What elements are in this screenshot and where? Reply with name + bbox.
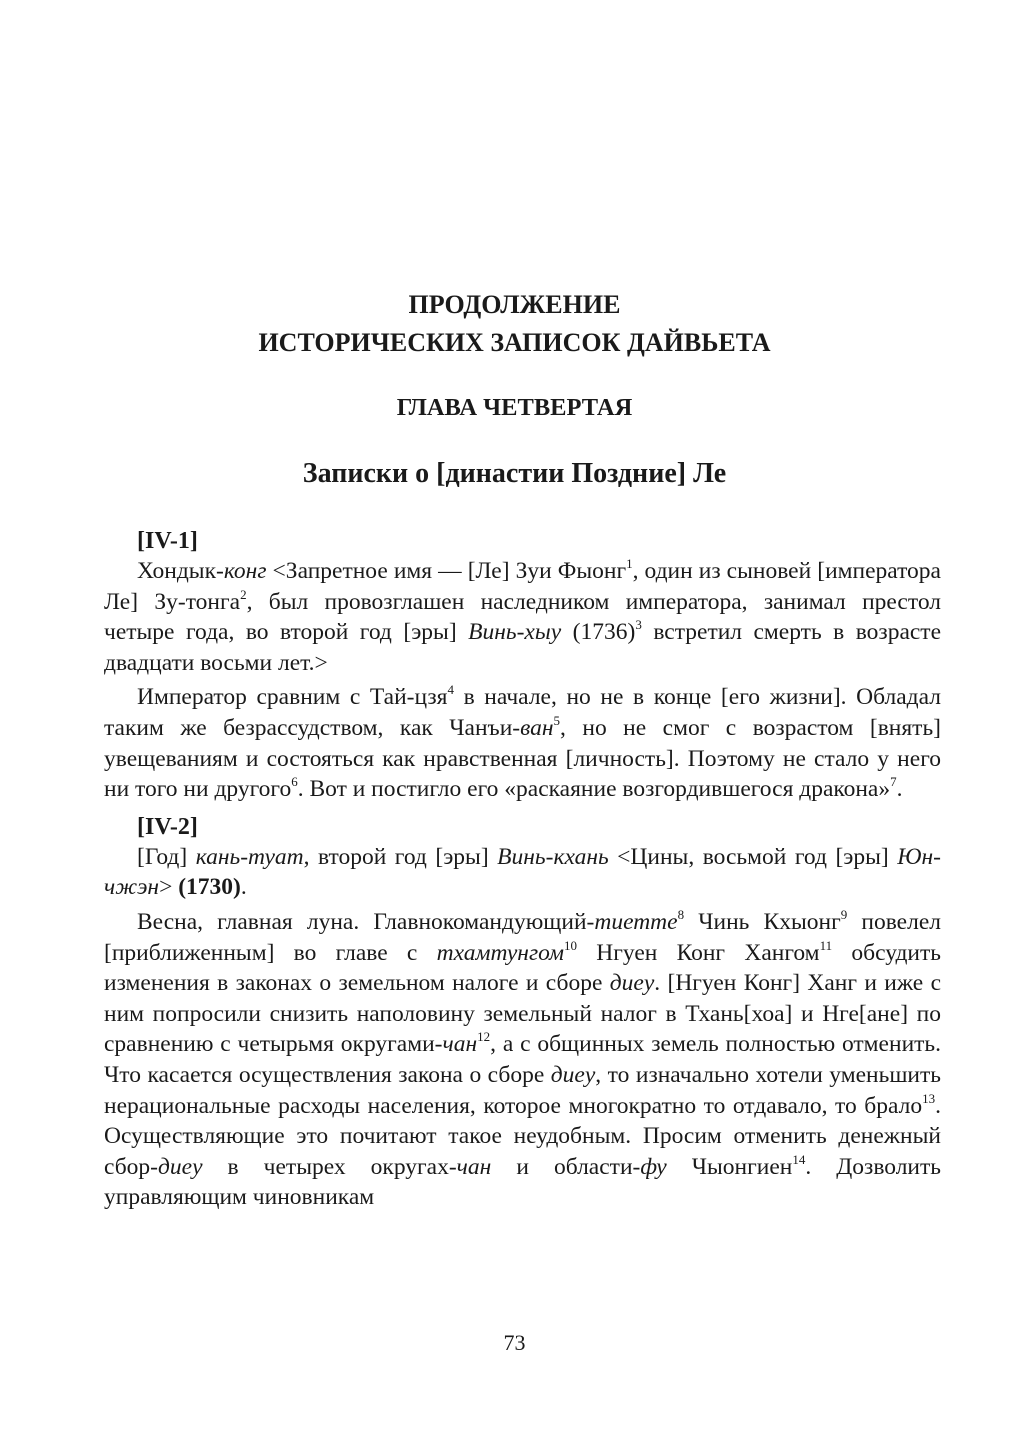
text-run: обсудить изменения в законах о земельном налоге и сборе bbox=[104, 939, 941, 997]
text-run: . bbox=[240, 874, 247, 901]
text-run: . bbox=[896, 776, 903, 803]
footnote-ref: 5 bbox=[553, 712, 561, 728]
text-run: <Запретное имя — [Ле] Зуи Фыонг bbox=[266, 558, 627, 584]
text-run: , был провозглашен наследником императора, занимал престол четыре года, во второй год [эры] bbox=[104, 588, 941, 646]
paragraph bbox=[104, 907, 941, 1213]
entry-label: [IV-1] bbox=[137, 528, 198, 554]
text-run: в начале, но не в конце [его жизни]. Обладал таким же безрассудством, как Чанъи- bbox=[104, 684, 941, 741]
text-run: . Вот и постигло его «раскаяние возгордившегося дракона» bbox=[297, 776, 891, 803]
text-run: повелел [приближенным] во главе с bbox=[104, 908, 941, 966]
paragraph bbox=[104, 556, 941, 678]
text-run: и области- bbox=[491, 1153, 641, 1180]
italic-term: конг bbox=[223, 558, 267, 584]
italic-term: Винь-кхань bbox=[497, 843, 609, 870]
footnote-ref: 9 bbox=[840, 906, 848, 922]
text-run: , второй год [эры] bbox=[303, 843, 498, 870]
text-run: Весна, главная луна. Главнокомандующий- bbox=[137, 908, 595, 935]
footnote-ref: 8 bbox=[677, 906, 685, 922]
text-run: [Год] bbox=[137, 843, 196, 870]
bold-year: (1730) bbox=[178, 874, 241, 901]
footnote-ref: 6 bbox=[291, 774, 298, 790]
page-number: 73 bbox=[503, 1330, 526, 1355]
footnote-ref: 4 bbox=[447, 682, 454, 698]
entry-label: [IV-2] bbox=[137, 813, 198, 840]
italic-term: ван bbox=[520, 714, 554, 741]
footnote-ref: 10 bbox=[563, 937, 577, 953]
entry bbox=[104, 812, 941, 1213]
italic-term: тиетте bbox=[594, 908, 678, 935]
text-run: Хондык- bbox=[137, 558, 224, 584]
text-run: , то изначально хотели уменьшить нерациональные расходы населения, которое многократно то отдавало, то брало bbox=[104, 1061, 942, 1119]
footnote-ref: 14 bbox=[792, 1151, 806, 1167]
paragraph bbox=[104, 682, 941, 804]
paragraph bbox=[104, 842, 941, 903]
text-run: . Осуществляющие это почитают такое неудобным. Просим отменить денежный сбор- bbox=[104, 1092, 941, 1180]
footnote-ref: 13 bbox=[922, 1090, 936, 1106]
text-run: Император сравним с Тай-цзя bbox=[137, 684, 448, 711]
italic-term: фу bbox=[640, 1153, 667, 1180]
text-run: (1736) bbox=[561, 619, 636, 646]
text-run: > bbox=[159, 874, 179, 901]
footnote-ref: 12 bbox=[477, 1029, 491, 1045]
main-title-line-1: ПРОДОЛЖЕНИЕ bbox=[408, 290, 621, 319]
italic-term: диеу bbox=[550, 1061, 596, 1088]
main-title bbox=[0, 286, 1029, 362]
entry bbox=[104, 526, 941, 805]
footnote-ref: 7 bbox=[890, 774, 897, 790]
text-run: Чинь Кхыонг bbox=[684, 908, 841, 935]
chapter-title: ГЛАВА ЧЕТВЕРТАЯ bbox=[396, 394, 633, 421]
italic-term: Винь-хыу bbox=[468, 619, 562, 646]
italic-term: Юн-чжэн bbox=[104, 843, 941, 901]
italic-term: кань-туат bbox=[195, 843, 304, 870]
text-run: . Дозволить управляющим чиновникам bbox=[104, 1153, 941, 1211]
footnote-ref: 11 bbox=[819, 937, 833, 953]
italic-term: диеу bbox=[609, 970, 655, 997]
italic-term: тхамтунгом bbox=[436, 939, 564, 966]
body-text bbox=[104, 526, 941, 1213]
footnote-ref: 3 bbox=[635, 617, 642, 633]
main-title-line-2: ИСТОРИЧЕСКИХ ЗАПИСОК ДАЙВЬЕТА bbox=[258, 328, 771, 357]
text-run: встретил смерть в возрасте двадцати восьми лет.> bbox=[104, 619, 941, 676]
text-run: в четырех округах- bbox=[202, 1153, 457, 1180]
text-run: , один из сыновей [императора Ле] Зу-тонга bbox=[104, 558, 941, 615]
footnote-ref: 1 bbox=[626, 556, 633, 571]
text-run: , но не смог с возрастом [внять] увещеваниям и состояться как нравственная [личность]. Поэтому не стало у него ни того ни другого bbox=[104, 714, 941, 803]
text-run: Нгуен Конг Хангом bbox=[576, 939, 820, 966]
footnote-ref: 2 bbox=[240, 586, 247, 602]
italic-term: диеу bbox=[158, 1153, 203, 1180]
text-run: , а с общинных земель полностью отменить. Что касается осуществления закона о сборе bbox=[104, 1031, 942, 1088]
text-run: <Цины, восьмой год [эры] bbox=[608, 843, 898, 870]
section-title: Записки о [династии Поздние] Ле bbox=[302, 458, 727, 489]
italic-term: чан bbox=[442, 1031, 478, 1058]
text-run: Чыонгиен bbox=[666, 1153, 793, 1180]
text-run: . [Нгуен Конг] Ханг и иже с ним попросили снизить наполовину земельный налог в Тхань[хоа] и Нге[ане] по сравнению с четырьмя округами- bbox=[104, 970, 941, 1058]
italic-term: чан bbox=[456, 1153, 492, 1180]
